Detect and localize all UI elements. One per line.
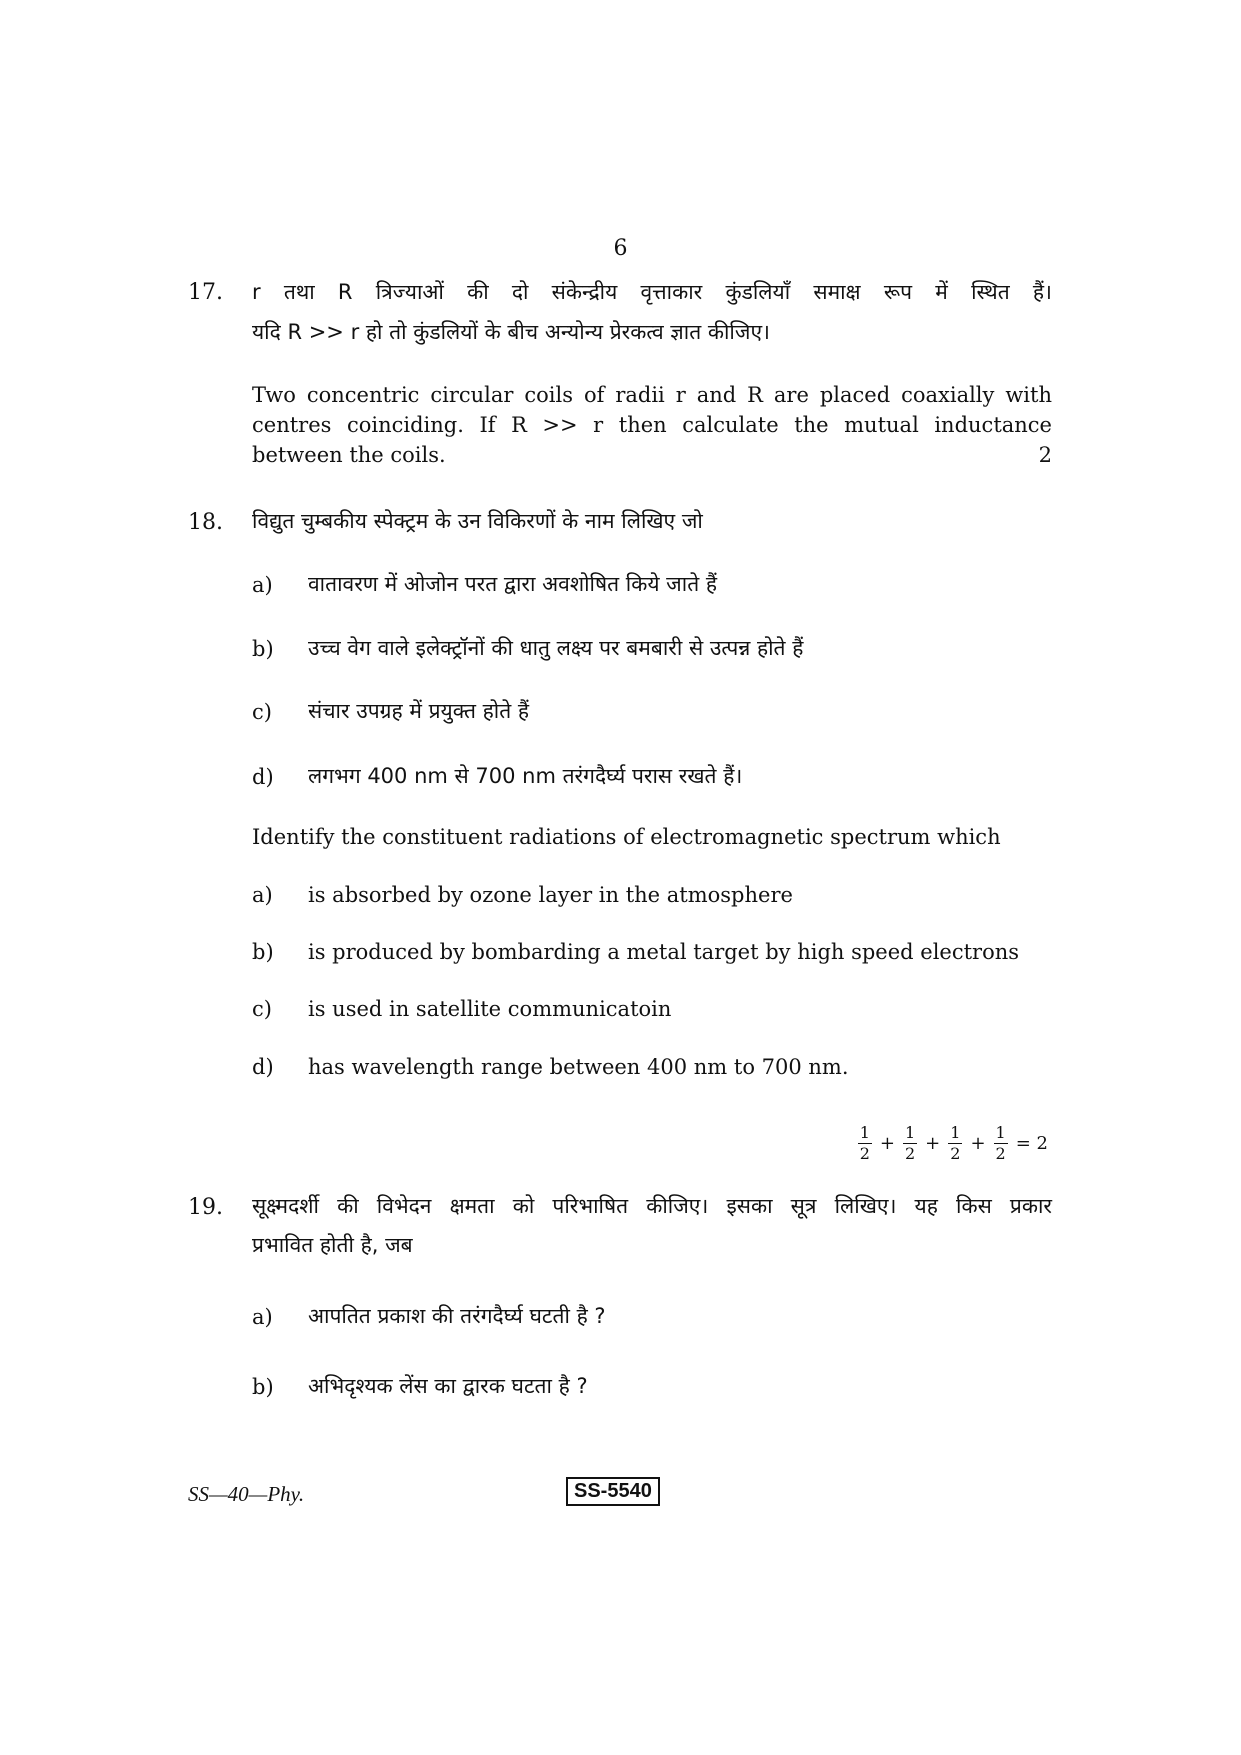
series-code-box: SS-5540 bbox=[566, 1477, 660, 1506]
question-18-english-intro: Identify the constituent radiations of electromagnetic spectrum which bbox=[252, 825, 1001, 849]
question-18-english-option-b-label: b) bbox=[252, 940, 274, 964]
marks-plus-2: + bbox=[925, 1132, 941, 1154]
paper-code: SS—40—Phy. bbox=[188, 1482, 305, 1506]
question-18-hindi-option-d-label: d) bbox=[252, 765, 274, 789]
marks-fraction-4: $\frac{1}{2}$ bbox=[995, 1122, 1006, 1163]
question-18-english-option-c-label: c) bbox=[252, 997, 272, 1021]
question-18-number: 18. bbox=[188, 510, 223, 535]
question-18-hindi-option-c: संचार उपग्रह में प्रयुक्त होते हैं bbox=[308, 699, 529, 723]
question-17-english-line-1: Two concentric circular coils of radii r and R are placed coaxially with bbox=[252, 383, 1052, 407]
question-17-english-line-2: centres coinciding. If R >> r then calculate the mutual inductance bbox=[252, 413, 1052, 437]
question-18-hindi-option-b: उच्च वेग वाले इलेक्ट्रॉनों की धातु लक्ष्य पर बमबारी से उत्पन्न होते हैं bbox=[308, 636, 804, 660]
question-19-hindi-option-b-label: b) bbox=[252, 1375, 274, 1399]
question-17-english-line-3: between the coils. bbox=[252, 443, 446, 467]
question-17-number: 17. bbox=[188, 280, 223, 305]
marks-total: = 2 bbox=[1015, 1132, 1048, 1154]
question-18-hindi-option-a: वातावरण में ओजोन परत द्वारा अवशोषित किये जाते हैं bbox=[308, 572, 717, 596]
question-19-hindi-option-b: अभिदृश्यक लेंस का द्वारक घटता है ? bbox=[308, 1374, 588, 1398]
marks-plus-3: + bbox=[970, 1132, 986, 1154]
question-19-hindi-line-2: प्रभावित होती है, जब bbox=[252, 1233, 413, 1257]
question-18-english-option-d-label: d) bbox=[252, 1055, 274, 1079]
question-18-english-option-a-label: a) bbox=[252, 883, 273, 907]
question-19-hindi-option-a-label: a) bbox=[252, 1305, 273, 1329]
page-number: 6 bbox=[613, 236, 628, 261]
question-18-english-option-b: is produced by bombarding a metal target by high speed electrons bbox=[308, 940, 1020, 964]
question-19-hindi-line-1: सूक्ष्मदर्शी की विभेदन क्षमता को परिभाषित कीजिए। इसका सूत्र लिखिए। यह किस प्रकार bbox=[252, 1194, 1052, 1218]
question-18-hindi-option-d: लगभग 400 nm से 700 nm तरंगदैर्घ्य परास रखते हैं। bbox=[308, 764, 743, 788]
question-19-number: 19. bbox=[188, 1195, 223, 1220]
question-18-hindi-intro: विद्युत चुम्बकीय स्पेक्ट्रम के उन विकिरणों के नाम लिखिए जो bbox=[252, 509, 703, 533]
question-17-marks: 2 bbox=[1038, 443, 1052, 467]
marks-fraction-1: $\frac{1}{2}$ bbox=[859, 1122, 870, 1163]
marks-fraction-3: $\frac{1}{2}$ bbox=[950, 1122, 961, 1163]
marks-fraction-2: $\frac{1}{2}$ bbox=[904, 1122, 916, 1163]
question-18-hindi-option-a-label: a) bbox=[252, 573, 273, 597]
question-17-hindi-line-2: यदि R >> r हो तो कुंडलियों के बीच अन्योन्य प्रेरकत्व ज्ञात कीजिए। bbox=[252, 320, 771, 344]
question-18-english-option-c: is used in satellite communicatoin bbox=[308, 997, 672, 1021]
question-18-hindi-option-b-label: b) bbox=[252, 637, 274, 661]
question-18-hindi-option-c-label: c) bbox=[252, 700, 272, 724]
marks-plus-1: + bbox=[879, 1132, 895, 1154]
question-17-hindi-line-1: r तथा R त्रिज्याओं की दो संकेन्द्रीय वृत्ताकार कुंडलियाँ समाक्ष रूप में स्थित हैं। bbox=[252, 280, 1052, 304]
question-18-english-option-d: has wavelength range between 400 nm to 700 nm. bbox=[308, 1055, 849, 1079]
question-18-marks bbox=[854, 1118, 1052, 1168]
question-19-hindi-option-a: आपतित प्रकाश की तरंगदैर्घ्य घटती है ? bbox=[308, 1304, 606, 1328]
question-18-english-option-a: is absorbed by ozone layer in the atmosphere bbox=[308, 883, 793, 907]
